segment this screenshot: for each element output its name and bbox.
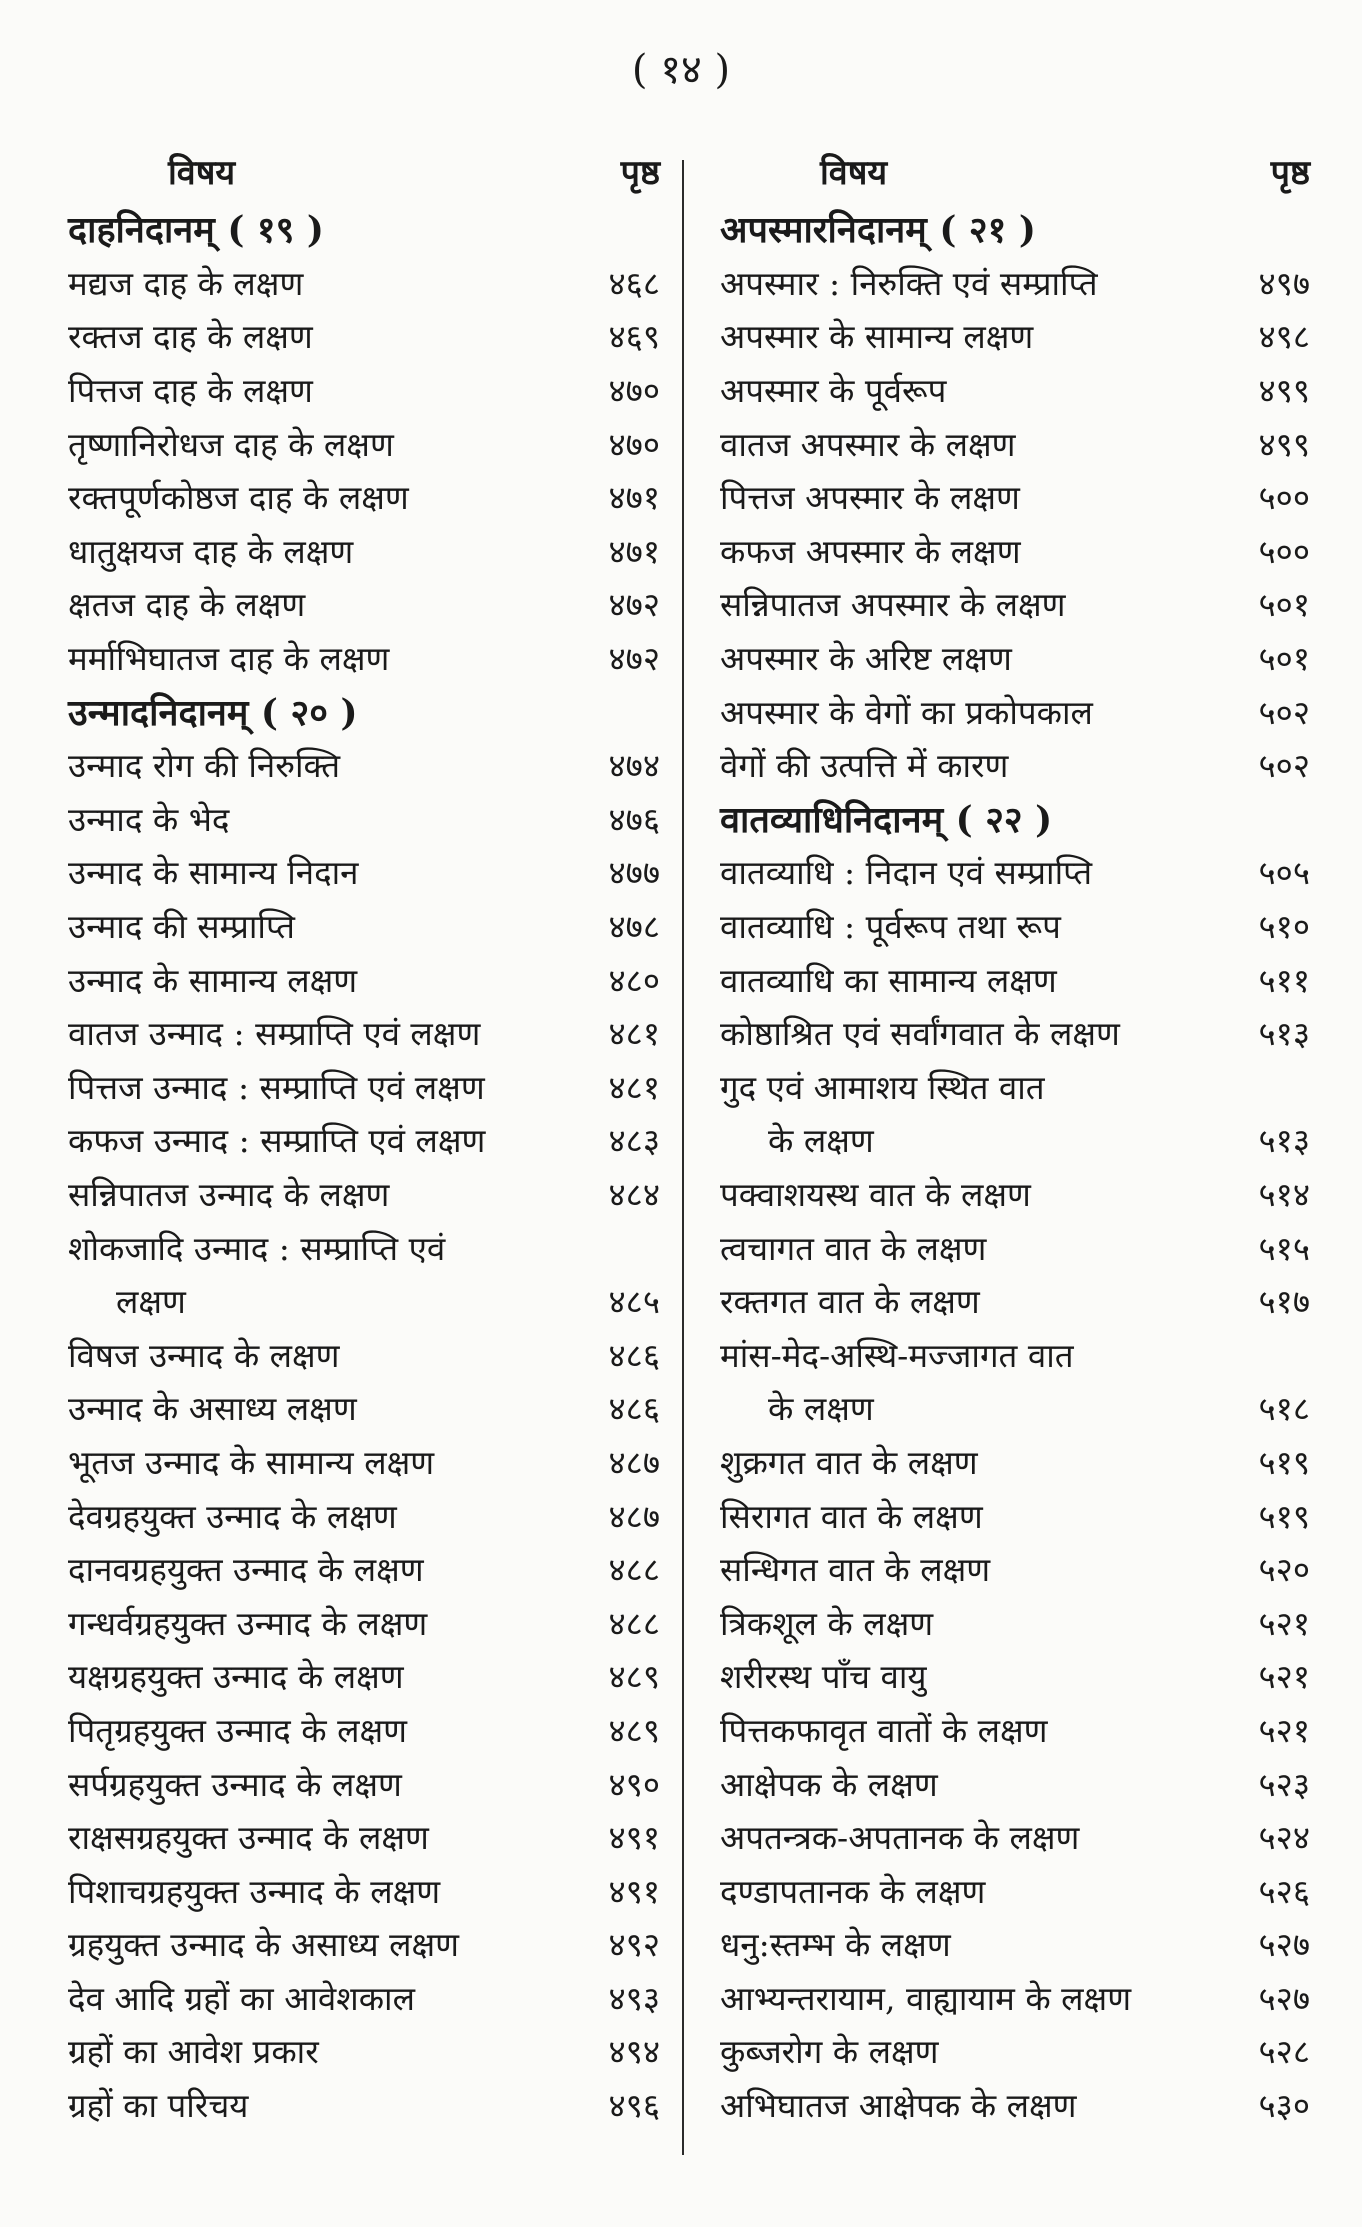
entry-title: पित्तज दाह के लक्षण xyxy=(68,371,313,411)
entry-page-number: ४९१ xyxy=(608,1871,660,1911)
toc-entry xyxy=(68,1113,660,1167)
toc-entry xyxy=(68,363,660,417)
entry-title: मर्माभिघातज दाह के लक्षण xyxy=(68,639,390,679)
section-heading xyxy=(720,792,1310,846)
entry-page-number: ४९८ xyxy=(1258,317,1310,357)
entry-title: पित्तज अपस्मार के लक्षण xyxy=(720,478,1020,518)
entry-page-number: ५१३ xyxy=(1258,1121,1310,1161)
toc-entry xyxy=(68,1327,660,1381)
entry-page-number: ५०० xyxy=(1258,478,1310,518)
toc-entry xyxy=(720,684,1310,738)
toc-entry xyxy=(68,1971,660,2025)
entry-title: सर्पग्रहयुक्त उन्माद के लक्षण xyxy=(68,1764,402,1804)
entry-title: अपतन्त्रक-अपतानक के लक्षण xyxy=(720,1818,1080,1858)
entry-page-number: ४८३ xyxy=(608,1121,660,1161)
entry-title: वेगों की उत्पत्ति में कारण xyxy=(720,746,1009,786)
toc-entry xyxy=(68,1488,660,1542)
entry-page-number: ४७० xyxy=(608,424,660,464)
toc-entry xyxy=(720,2078,1310,2132)
toc-entry xyxy=(68,1381,660,1435)
entry-title: उन्माद के सामान्य निदान xyxy=(68,853,359,893)
entry-title: गुद एवं आमाशय स्थित वात xyxy=(720,1067,1045,1107)
entry-title: कफज अपस्मार के लक्षण xyxy=(720,531,1021,571)
entry-page-number: ५२४ xyxy=(1258,1818,1310,1858)
toc-list-right xyxy=(720,202,1310,2131)
toc-entry xyxy=(68,1542,660,1596)
entry-title: रक्तगत वात के लक्षण xyxy=(720,1282,980,1322)
toc-entry xyxy=(68,952,660,1006)
entry-title: त्रिकशूल के लक्षण xyxy=(720,1603,934,1643)
toc-list-left xyxy=(68,202,660,2131)
entry-page-number: ५२८ xyxy=(1258,2032,1310,2072)
toc-entry xyxy=(68,1756,660,1810)
toc-entry xyxy=(720,1595,1310,1649)
entry-title: अपस्मार : निरुक्ति एवं सम्प्राप्ति xyxy=(720,263,1098,303)
entry-page-number: ५१४ xyxy=(1258,1174,1310,1214)
entry-title: शरीरस्थ पाँच वायु xyxy=(720,1657,927,1697)
toc-entry xyxy=(720,1327,1310,1381)
entry-title: अपस्मार के पूर्वरूप xyxy=(720,371,947,411)
entry-page-number: ४८१ xyxy=(608,1067,660,1107)
toc-entry xyxy=(68,1006,660,1060)
toc-entry xyxy=(720,1863,1310,1917)
entry-title: मांस-मेद-अस्थि-मज्जागत वात xyxy=(720,1335,1074,1375)
entry-title: विषज उन्माद के लक्षण xyxy=(68,1335,340,1375)
entry-page-number: ४८९ xyxy=(608,1710,660,1750)
entry-title: कोष्ठाश्रित एवं सर्वांगवात के लक्षण xyxy=(720,1014,1120,1054)
entry-title: आक्षेपक के लक्षण xyxy=(720,1764,938,1804)
entry-page-number: ५०२ xyxy=(1258,692,1310,732)
entry-page-number: ४८६ xyxy=(608,1335,660,1375)
entry-page-number: ४९३ xyxy=(608,1978,660,2018)
toc-entry xyxy=(68,2024,660,2078)
toc-entry xyxy=(720,1703,1310,1757)
entry-page-number: ४९९ xyxy=(1258,371,1310,411)
subject-header: विषय xyxy=(820,153,888,193)
entry-title: वातव्याधि : निदान एवं सम्प्राप्ति xyxy=(720,853,1093,893)
toc-entry xyxy=(68,1274,660,1328)
entry-title: पिशाचग्रहयुक्त उन्माद के लक्षण xyxy=(68,1871,441,1911)
entry-title: ग्रहों का परिचय xyxy=(68,2086,249,2126)
entry-page-number: ५२१ xyxy=(1258,1710,1310,1750)
entry-page-number: ४८८ xyxy=(608,1603,660,1643)
entry-page-number: ५२१ xyxy=(1258,1603,1310,1643)
toc-entry xyxy=(720,1917,1310,1971)
entry-title: के लक्षण xyxy=(768,1389,874,1429)
toc-entry xyxy=(720,899,1310,953)
toc-entry xyxy=(68,2078,660,2132)
entry-page-number: ४९४ xyxy=(608,2032,660,2072)
toc-entry xyxy=(720,2024,1310,2078)
entry-title: के लक्षण xyxy=(768,1121,874,1161)
entry-page-number: ५१७ xyxy=(1258,1282,1310,1322)
entry-title: राक्षसग्रहयुक्त उन्माद के लक्षण xyxy=(68,1818,429,1858)
entry-title: अपस्मार के अरिष्ट लक्षण xyxy=(720,639,1012,679)
entry-page-number: ५२३ xyxy=(1258,1764,1310,1804)
entry-title: सिरागत वात के लक्षण xyxy=(720,1496,983,1536)
entry-page-number: ४९७ xyxy=(1258,263,1310,303)
entry-title: पित्तकफावृत वातों के लक्षण xyxy=(720,1710,1048,1750)
entry-page-number: ४७६ xyxy=(608,799,660,839)
entry-page-number: ४६८ xyxy=(608,263,660,303)
toc-entry xyxy=(68,1595,660,1649)
entry-title: अपस्मार के वेगों का प्रकोपकाल xyxy=(720,692,1093,732)
entry-title: रक्तपूर्णकोष्ठज दाह के लक्षण xyxy=(68,478,409,518)
entry-page-number: ४७४ xyxy=(608,746,660,786)
entry-page-number: ४८१ xyxy=(608,1014,660,1054)
entry-title: मद्यज दाह के लक्षण xyxy=(68,263,304,303)
entry-title: धनु:स्तम्भ के लक्षण xyxy=(720,1925,951,1965)
entry-page-number: ५१३ xyxy=(1258,1014,1310,1054)
entry-page-number: ४८६ xyxy=(608,1389,660,1429)
toc-entry xyxy=(720,1435,1310,1489)
entry-page-number: ५११ xyxy=(1258,960,1310,1000)
entry-title: भूतज उन्माद के सामान्य लक्षण xyxy=(68,1442,435,1482)
entry-page-number: ५२७ xyxy=(1258,1978,1310,2018)
toc-entry xyxy=(720,1810,1310,1864)
toc-entry xyxy=(720,1220,1310,1274)
toc-entry xyxy=(68,1435,660,1489)
entry-page-number: ४७२ xyxy=(608,585,660,625)
entry-page-number: ५०१ xyxy=(1258,639,1310,679)
entry-title: ग्रहयुक्त उन्माद के असाध्य लक्षण xyxy=(68,1925,459,1965)
toc-entry xyxy=(720,1060,1310,1114)
column-header xyxy=(720,140,1310,202)
entry-page-number: ४९१ xyxy=(608,1818,660,1858)
entry-title: अपस्मार के सामान्य लक्षण xyxy=(720,317,1034,357)
entry-title: सन्निपातज अपस्मार के लक्षण xyxy=(720,585,1066,625)
entry-title: शोकजादि उन्माद : सम्प्राप्ति एवं xyxy=(68,1228,446,1268)
toc-entry xyxy=(68,845,660,899)
toc-entry xyxy=(68,1863,660,1917)
left-column xyxy=(68,140,660,2131)
page-header: पृष्ठ xyxy=(620,153,660,193)
entry-page-number: ४७७ xyxy=(608,853,660,893)
entry-title: वातव्याधि का सामान्य लक्षण xyxy=(720,960,1057,1000)
toc-entry xyxy=(68,256,660,310)
entry-title: उन्माद के भेद xyxy=(68,799,230,839)
toc-entry xyxy=(68,1060,660,1114)
section-title: दाहनिदानम् ( १९ ) xyxy=(68,209,324,252)
entry-page-number: ५०२ xyxy=(1258,746,1310,786)
entry-page-number: ५०५ xyxy=(1258,853,1310,893)
entry-title: पितृग्रहयुक्त उन्माद के लक्षण xyxy=(68,1710,407,1750)
toc-entry xyxy=(68,1703,660,1757)
toc-entry xyxy=(720,1542,1310,1596)
entry-title: उन्माद के असाध्य लक्षण xyxy=(68,1389,357,1429)
page-header: पृष्ठ xyxy=(1270,153,1310,193)
entry-title: ग्रहों का आवेश प्रकार xyxy=(68,2032,319,2072)
entry-page-number: ४८७ xyxy=(608,1442,660,1482)
toc-entry xyxy=(720,1971,1310,2025)
entry-title: तृष्णानिरोधज दाह के लक्षण xyxy=(68,424,394,464)
entry-page-number: ५०१ xyxy=(1258,585,1310,625)
toc-entry xyxy=(720,1488,1310,1542)
entry-title: शुक्रगत वात के लक्षण xyxy=(720,1442,978,1482)
entry-page-number: ४६९ xyxy=(608,317,660,357)
entry-page-number: ४७० xyxy=(608,371,660,411)
entry-title: क्षतज दाह के लक्षण xyxy=(68,585,306,625)
entry-title: यक्षग्रहयुक्त उन्माद के लक्षण xyxy=(68,1657,404,1697)
entry-page-number: ५१९ xyxy=(1258,1496,1310,1536)
entry-page-number: ४८७ xyxy=(608,1496,660,1536)
entry-title: अभिघातज आक्षेपक के लक्षण xyxy=(720,2086,1077,2126)
entry-title: रक्तज दाह के लक्षण xyxy=(68,317,313,357)
toc-entry xyxy=(68,1167,660,1221)
entry-page-number: ४९६ xyxy=(608,2086,660,2126)
section-title: उन्मादनिदानम् ( २० ) xyxy=(68,691,358,734)
entry-title: लक्षण xyxy=(116,1282,186,1322)
entry-title: सन्धिगत वात के लक्षण xyxy=(720,1550,991,1590)
toc-entry xyxy=(68,577,660,631)
page-number: ( १४ ) xyxy=(631,47,731,93)
entry-title: त्वचागत वात के लक्षण xyxy=(720,1228,987,1268)
entry-page-number: ५१० xyxy=(1258,907,1310,947)
toc-entry xyxy=(720,1006,1310,1060)
column-header xyxy=(68,140,660,202)
entry-title: वातज अपस्मार के लक्षण xyxy=(720,424,1016,464)
toc-entry xyxy=(720,524,1310,578)
entry-page-number: ४८० xyxy=(608,960,660,1000)
section-heading xyxy=(68,684,660,738)
entry-page-number: ५१९ xyxy=(1258,1442,1310,1482)
section-title: अपस्मारनिदानम् ( २१ ) xyxy=(720,209,1036,252)
entry-page-number: ५१५ xyxy=(1258,1228,1310,1268)
toc-entry xyxy=(720,1113,1310,1167)
entry-page-number: ४८९ xyxy=(608,1657,660,1697)
toc-entry xyxy=(720,470,1310,524)
section-heading xyxy=(720,202,1310,256)
toc-entry xyxy=(720,1167,1310,1221)
entry-page-number: ५०० xyxy=(1258,531,1310,571)
toc-entry xyxy=(68,524,660,578)
entry-page-number: ४८८ xyxy=(608,1550,660,1590)
toc-entry xyxy=(720,738,1310,792)
toc-entry xyxy=(720,845,1310,899)
entry-page-number: ५३० xyxy=(1258,2086,1310,2126)
entry-title: धातुक्षयज दाह के लक्षण xyxy=(68,531,354,571)
toc-entry xyxy=(720,1274,1310,1328)
toc-entry xyxy=(720,309,1310,363)
section-heading xyxy=(68,202,660,256)
toc-entry xyxy=(68,1220,660,1274)
entry-page-number: ५२७ xyxy=(1258,1925,1310,1965)
toc-entry xyxy=(720,256,1310,310)
column-divider xyxy=(682,160,684,2155)
toc-entry xyxy=(720,1381,1310,1435)
toc-entry xyxy=(720,631,1310,685)
toc-entry xyxy=(68,792,660,846)
entry-title: कफज उन्माद : सम्प्राप्ति एवं लक्षण xyxy=(68,1121,486,1161)
toc-entry xyxy=(68,631,660,685)
right-column xyxy=(720,140,1310,2131)
toc-entry xyxy=(68,738,660,792)
entry-page-number: ५१८ xyxy=(1258,1389,1310,1429)
entry-title: दानवग्रहयुक्त उन्माद के लक्षण xyxy=(68,1550,424,1590)
entry-title: कुब्जरोग के लक्षण xyxy=(720,2032,939,2072)
entry-title: पक्वाशयस्थ वात के लक्षण xyxy=(720,1174,1031,1214)
entry-title: सन्निपातज उन्माद के लक्षण xyxy=(68,1174,390,1214)
toc-entry xyxy=(720,1756,1310,1810)
entry-title: पित्तज उन्माद : सम्प्राप्ति एवं लक्षण xyxy=(68,1067,485,1107)
section-title: वातव्याधिनिदानम् ( २२ ) xyxy=(720,798,1053,841)
entry-page-number: ४९९ xyxy=(1258,424,1310,464)
toc-entry xyxy=(68,1810,660,1864)
entry-title: वातज उन्माद : सम्प्राप्ति एवं लक्षण xyxy=(68,1014,481,1054)
entry-page-number: ४९२ xyxy=(608,1925,660,1965)
toc-entry xyxy=(720,577,1310,631)
entry-page-number: ५२१ xyxy=(1258,1657,1310,1697)
entry-title: दण्डापतानक के लक्षण xyxy=(720,1871,986,1911)
entry-title: उन्माद रोग की निरुक्ति xyxy=(68,746,341,786)
toc-entry xyxy=(68,1917,660,1971)
entry-title: उन्माद के सामान्य लक्षण xyxy=(68,960,358,1000)
toc-entry xyxy=(68,416,660,470)
entry-title: आभ्यन्तरायाम, वाह्यायाम के लक्षण xyxy=(720,1978,1132,2018)
entry-page-number: ४७२ xyxy=(608,639,660,679)
toc-entry xyxy=(720,952,1310,1006)
entry-title: वातव्याधि : पूर्वरूप तथा रूप xyxy=(720,907,1061,947)
entry-title: गन्धर्वग्रहयुक्त उन्माद के लक्षण xyxy=(68,1603,428,1643)
toc-entry xyxy=(68,309,660,363)
toc-entry xyxy=(68,899,660,953)
entry-page-number: ५२६ xyxy=(1258,1871,1310,1911)
toc-entry xyxy=(720,416,1310,470)
entry-page-number: ४८५ xyxy=(608,1282,660,1322)
toc-entry xyxy=(68,1649,660,1703)
subject-header: विषय xyxy=(168,153,236,193)
entry-page-number: ४७१ xyxy=(608,531,660,571)
entry-page-number: ४८४ xyxy=(608,1174,660,1214)
toc-entry xyxy=(68,470,660,524)
entry-page-number: ४९० xyxy=(608,1764,660,1804)
entry-title: देवग्रहयुक्त उन्माद के लक्षण xyxy=(68,1496,397,1536)
toc-entry xyxy=(720,1649,1310,1703)
entry-title: देव आदि ग्रहों का आवेशकाल xyxy=(68,1978,415,2018)
toc-entry xyxy=(720,363,1310,417)
entry-page-number: ४७१ xyxy=(608,478,660,518)
entry-title: उन्माद की सम्प्राप्ति xyxy=(68,907,295,947)
entry-page-number: ५२० xyxy=(1258,1550,1310,1590)
entry-page-number: ४७८ xyxy=(608,907,660,947)
